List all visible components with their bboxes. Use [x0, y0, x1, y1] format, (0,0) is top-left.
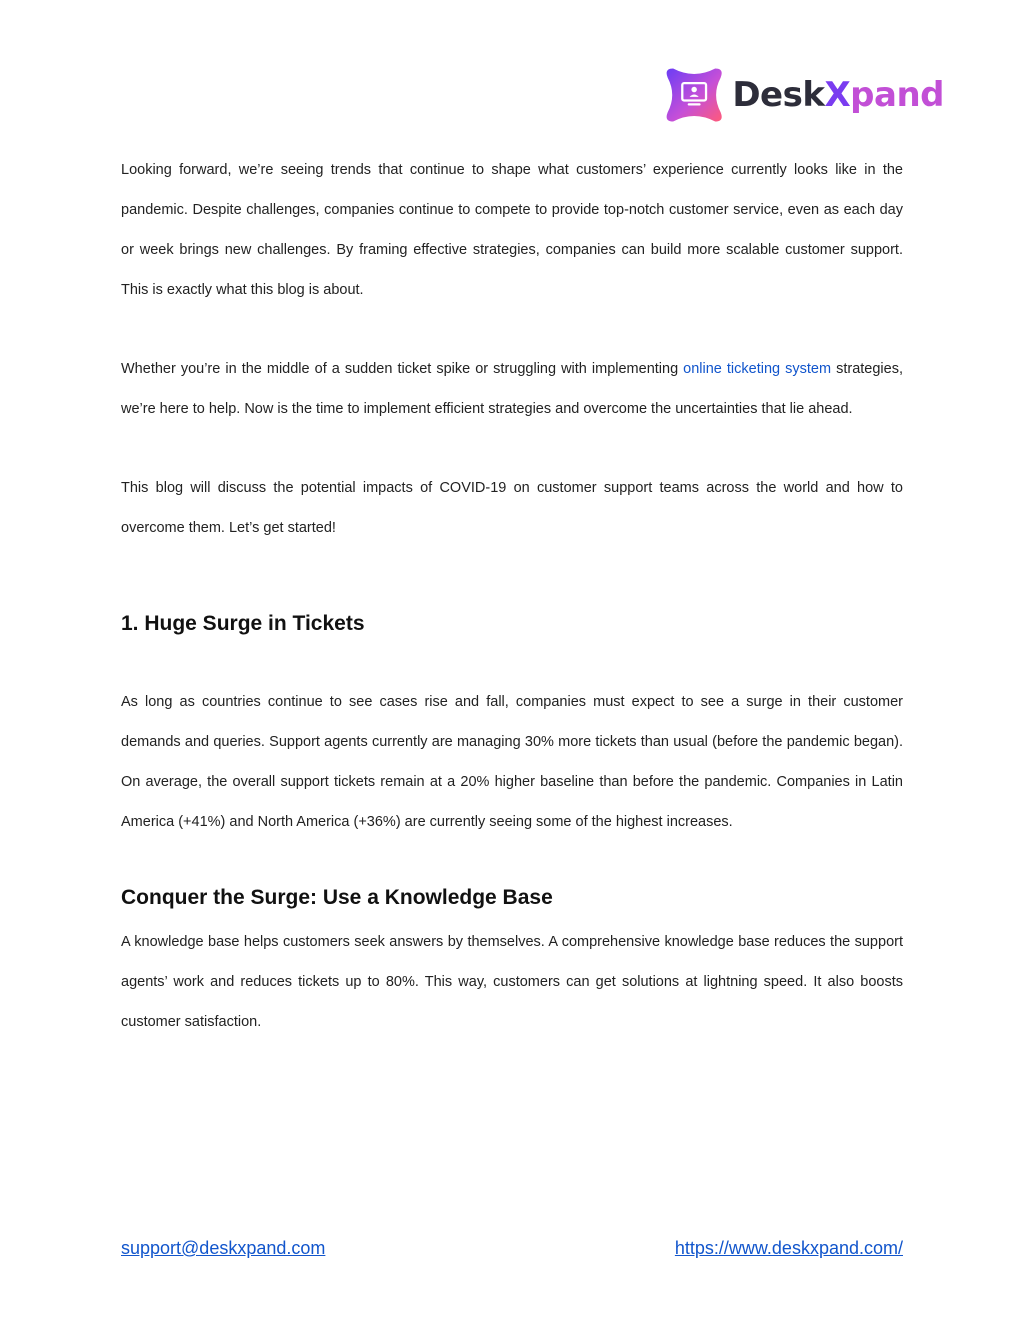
page-footer — [121, 1238, 903, 1259]
section-heading-huge-surge: 1. Huge Surge in Tickets — [121, 612, 365, 635]
section-paragraph-huge-surge: As long as countries continue to see cases rise and fall, companies must expect to see a surge in their customer demands and queries. Support agents currently are managing 30% more tickets than usual (before the pandemic began). On average, the overall support tickets remain at a 20% higher baseline than before the pandemic. Companies in Latin America (+41%) and North America (+36%) are currently seeing some of the highest increases. — [121, 694, 903, 830]
section-heading-knowledge-base: Conquer the Surge: Use a Knowledge Base — [121, 886, 553, 909]
section-paragraph-knowledge-base: A knowledge base helps customers seek answers by themselves. A comprehensive knowledge base reduces the support agents’ work and reduces tickets up to 80%. This way, customers can get solutions at lightning speed. It also boosts customer satisfaction. — [121, 934, 903, 1030]
intro-p2-after: strategies, we’re here to help. Now is the time to implement efficient strategies and overcome the uncertainties that lie ahead. — [121, 361, 903, 417]
monitor-user-icon — [664, 62, 724, 128]
logo-wordmark — [732, 75, 944, 115]
website-link[interactable]: https://www.deskxpand.com/ — [674, 1238, 903, 1258]
intro-paragraph-2 — [121, 349, 903, 429]
deskxpand-logo — [664, 60, 944, 130]
logo-word-desk: Desk — [732, 75, 825, 115]
support-email-link[interactable]: support@deskxpand.com — [121, 1238, 326, 1258]
online-ticketing-system-link[interactable]: online ticketing system — [683, 361, 832, 377]
logo-word-x: X — [824, 75, 851, 115]
intro-p2-before: Whether you’re in the middle of a sudden ticket spike or struggling with implementing — [121, 361, 684, 377]
intro-paragraph-1: Looking forward, we’re seeing trends that continue to shape what customers’ experience currently looks like in the pandemic. Despite challenges, companies continue to compete to provide top-notch customer service, even as each day or week brings new challenges. By framing effective strategies, companies can build more scalable customer support. This is exactly what this blog is about. — [121, 162, 903, 298]
article-body — [121, 150, 903, 1042]
intro-paragraph-3: This blog will discuss the potential impacts of COVID-19 on customer support teams across the world and how to overcome them. Let’s get started! — [121, 480, 903, 536]
logo-word-pand: pand — [850, 75, 944, 115]
